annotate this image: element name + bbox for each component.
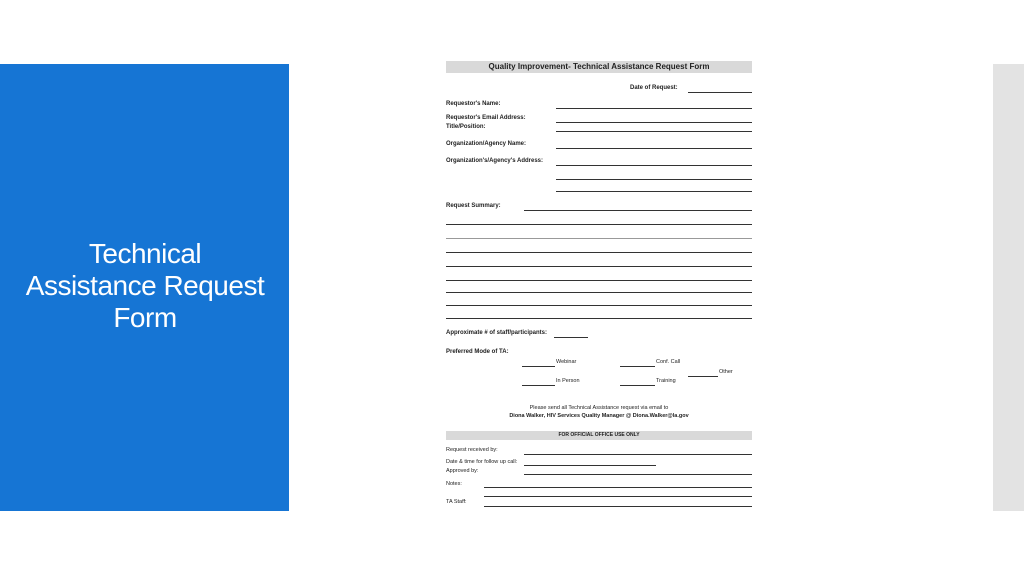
slide-title-line-3: Form xyxy=(113,302,177,333)
org-name-label: Organization/Agency Name: xyxy=(446,141,527,147)
conf-call-option: Conf. Call xyxy=(656,359,681,365)
summary-line-1 xyxy=(524,210,752,211)
slide-title xyxy=(20,238,270,334)
training-blank xyxy=(620,385,655,386)
approved-by-label: Approved by: xyxy=(446,468,479,474)
org-address-label: Organization's/Agency's Address: xyxy=(446,158,543,164)
requestor-email-line xyxy=(556,122,752,123)
org-address-line-3 xyxy=(556,191,752,192)
requestor-email-label: Requestor's Email Address: xyxy=(446,115,526,121)
title-position-label: Title/Position: xyxy=(446,124,486,130)
notes-line-1 xyxy=(484,487,752,488)
notes-line-2 xyxy=(484,496,752,497)
summary-line-5 xyxy=(446,266,752,267)
requestor-name-line xyxy=(556,108,752,109)
follow-up-label: Date & time for follow up call: xyxy=(446,459,518,465)
received-by-line xyxy=(524,454,752,455)
org-address-line-2 xyxy=(556,179,752,180)
in-person-option: In Person xyxy=(556,378,580,384)
training-option: Training xyxy=(656,378,676,384)
received-by-label: Request received by: xyxy=(446,447,498,453)
slide-title-line-1: Technical xyxy=(88,238,202,269)
form-header: Quality Improvement- Technical Assistance Request Form xyxy=(446,61,752,73)
office-use-header: FOR OFFICIAL OFFICE USE ONLY xyxy=(446,431,752,440)
summary-line-4 xyxy=(446,252,752,253)
approved-by-line xyxy=(524,474,752,475)
ta-staff-label: TA Staff: xyxy=(446,499,467,505)
request-form-image xyxy=(446,61,752,511)
summary-line-3 xyxy=(446,238,752,239)
send-note-line-2: Diona Walker, HIV Services Quality Manager @ Diona.Walker@la.gov xyxy=(509,413,689,419)
org-name-line xyxy=(556,148,752,149)
summary-line-2 xyxy=(446,224,752,225)
preferred-mode-label: Preferred Mode of TA: xyxy=(446,349,509,355)
slide-title-line-2: Assistance Request xyxy=(25,270,265,301)
other-option: Other xyxy=(719,369,733,375)
date-of-request-label: Date of Request: xyxy=(630,85,678,91)
org-address-line-1 xyxy=(556,165,752,166)
send-note-line-1: Please send all Technical Assistance request via email to xyxy=(529,405,669,411)
ta-staff-line xyxy=(484,506,752,507)
request-summary-label: Request Summary: xyxy=(446,203,501,209)
summary-line-8 xyxy=(446,305,752,306)
notes-label: Notes: xyxy=(446,481,462,487)
in-person-blank xyxy=(522,385,555,386)
summary-line-6 xyxy=(446,280,752,281)
webinar-blank xyxy=(522,366,555,367)
webinar-option: Webinar xyxy=(556,359,577,365)
requestor-name-label: Requestor's Name: xyxy=(446,101,501,107)
summary-line-9 xyxy=(446,318,752,319)
other-blank xyxy=(688,376,718,377)
follow-up-line xyxy=(524,465,656,466)
title-position-line xyxy=(556,131,752,132)
approx-staff-line xyxy=(554,337,588,338)
date-of-request-line xyxy=(688,92,752,93)
summary-line-7 xyxy=(446,292,752,293)
side-strip xyxy=(993,64,1024,511)
conf-call-blank xyxy=(620,366,655,367)
approx-staff-label: Approximate # of staff/participants: xyxy=(446,330,548,336)
